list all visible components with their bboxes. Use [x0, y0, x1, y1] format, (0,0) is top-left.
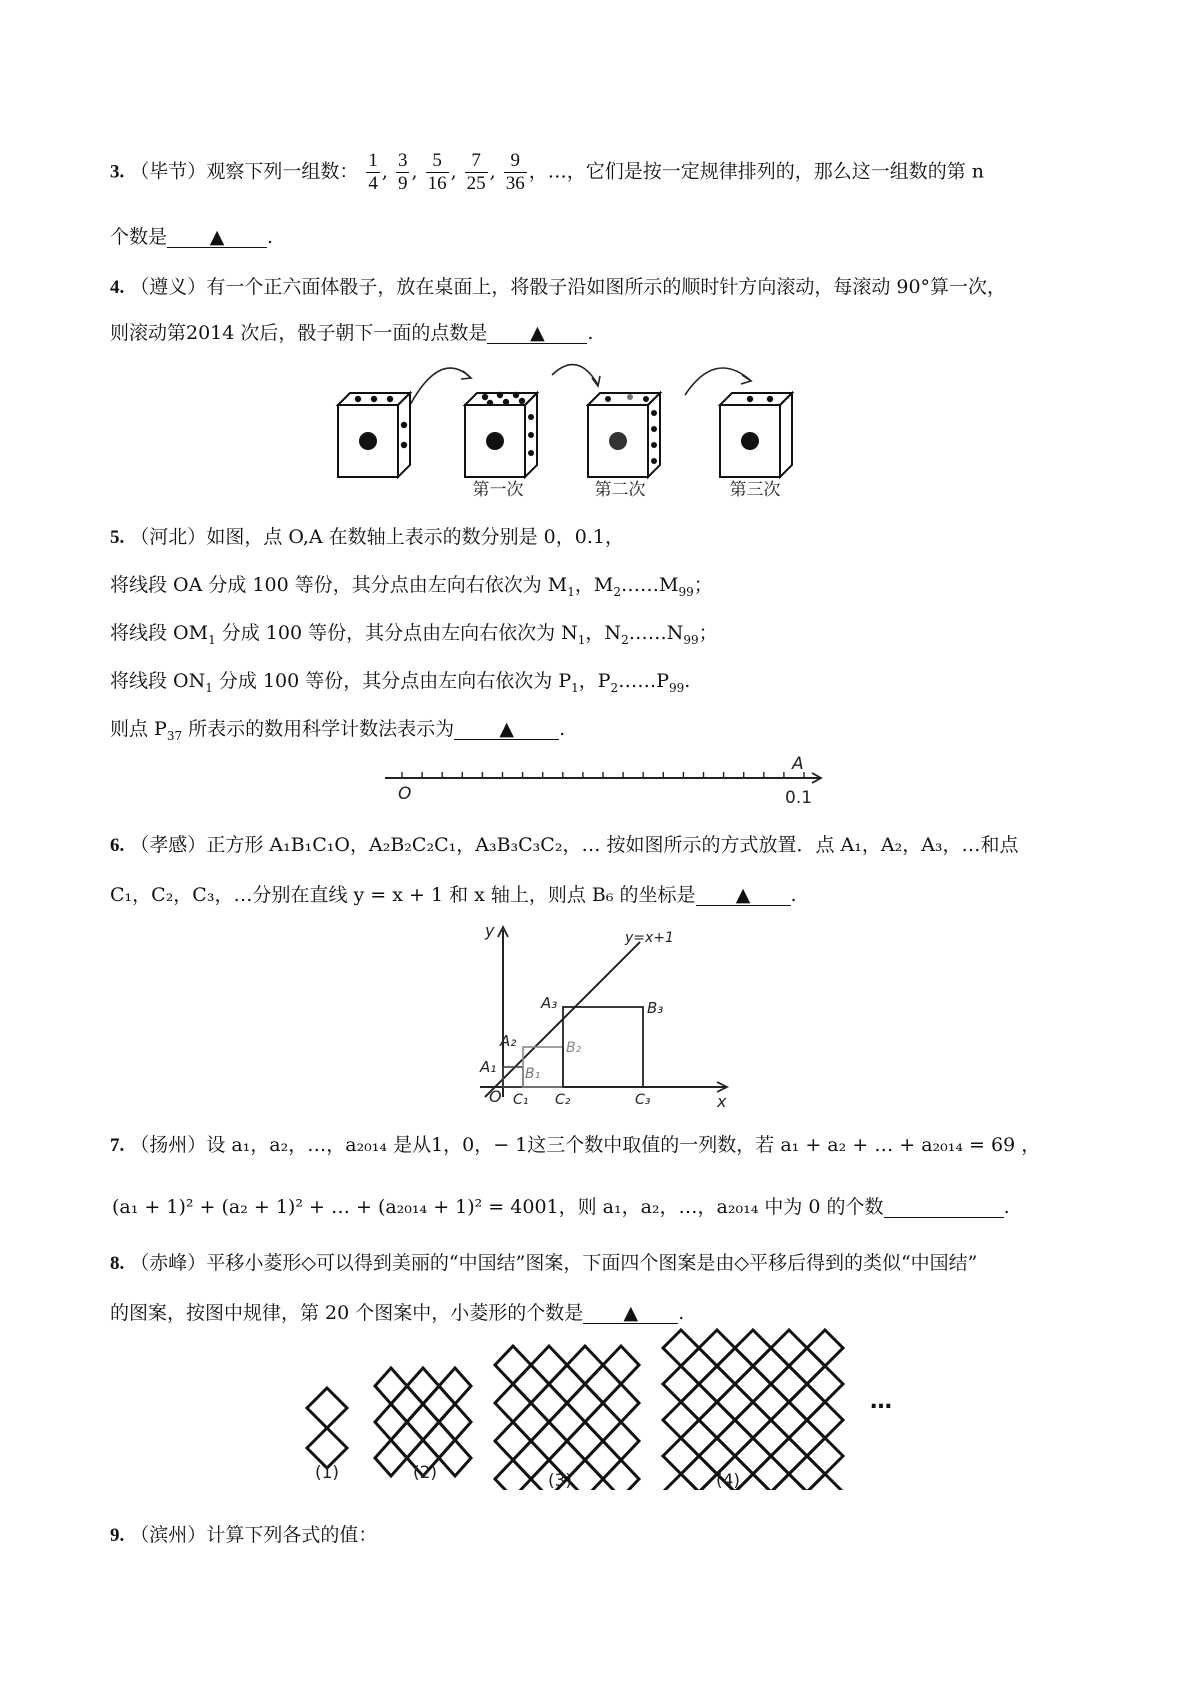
q4-answer-blank: ▲	[487, 323, 587, 344]
small-rhombus	[699, 1402, 735, 1438]
q6-number: 6.	[110, 835, 125, 856]
small-rhombus	[771, 1402, 807, 1438]
q3-end: .	[267, 226, 274, 248]
q5-number: 5.	[110, 527, 125, 548]
small-rhombus	[531, 1422, 567, 1460]
small-rhombus	[663, 1474, 699, 1490]
q5-line2: 将线段 OA 分成 100 等份，其分点由左向右依次为 $M_1$，$M_2\dots\dots M_{99}$；	[110, 574, 713, 599]
q5-line4: 将线段 $ON_1$ 分成 100 等份，其分点由左向右依次为 $P_1$，$P_2\dots\dots P_{99}$.	[110, 670, 691, 695]
small-rhombus	[407, 1368, 439, 1404]
graph-label-A2: A₂	[500, 1032, 517, 1050]
small-rhombus	[439, 1440, 471, 1476]
small-rhombus	[549, 1365, 585, 1403]
small-rhombus	[375, 1368, 407, 1404]
small-rhombus	[439, 1404, 471, 1440]
small-rhombus	[439, 1368, 471, 1404]
small-rhombus	[753, 1420, 789, 1456]
pattern-caption-1: (1)	[314, 1463, 340, 1483]
graph-label-B2: B₂	[566, 1040, 582, 1056]
small-rhombus	[735, 1402, 771, 1438]
q3-line1: 3. （毕节）观察下列一组数： $\frac{1}{4}$ , $\frac{3}{9}$ , $\frac{5}{16}$ , $\frac{7}{25}$ , $\frac{9}{36}$ ，…，它们是按一定规律排列的，那么这一组数的第 n	[110, 150, 985, 194]
q6-answer-blank: ▲	[696, 885, 791, 906]
small-rhombus	[495, 1460, 531, 1490]
small-rhombus	[663, 1402, 699, 1438]
small-rhombus	[789, 1420, 825, 1456]
small-rhombus	[771, 1366, 807, 1402]
q4-source: （遵义）	[130, 276, 207, 298]
q5-line1	[110, 522, 624, 549]
q3-intro: 观察下列一组数：	[206, 160, 359, 183]
graph-label-C2: C₂	[555, 1092, 571, 1107]
q3-source: （毕节）	[130, 160, 207, 183]
small-rhombus	[423, 1386, 455, 1422]
q3-answer-blank: ▲	[167, 227, 267, 248]
pattern-2	[375, 1368, 471, 1476]
pattern-caption-3: (3)	[547, 1471, 573, 1490]
small-rhombus	[585, 1441, 621, 1479]
q7-answer-blank	[884, 1197, 1004, 1218]
small-rhombus	[567, 1384, 603, 1422]
q3-text-after: ，…，它们是按一定规律排列的，那么这一组数的第 n	[528, 160, 985, 183]
small-rhombus	[807, 1330, 843, 1366]
small-rhombus	[717, 1420, 753, 1456]
q5-source: （河北）	[130, 526, 207, 548]
small-rhombus	[771, 1474, 807, 1490]
q6-line1-text: 正方形 A₁B₁C₁O，A₂B₂C₂C₁，A₃B₃C₃C₂，… 按如图所示的方式放置．点 A₁，A₂，A₃，…和点	[206, 834, 1019, 856]
small-rhombus	[307, 1428, 347, 1468]
graph-label-C1: C₁	[513, 1092, 529, 1107]
small-rhombus	[495, 1384, 531, 1422]
graph-label-B1: B₁	[525, 1066, 541, 1082]
small-rhombus	[567, 1460, 603, 1490]
q6-line2-text: C₁，C₂，C₃，…分别在直线 y = x + 1 和 x 轴上，则点 B₆ 的坐标是	[110, 884, 696, 906]
small-rhombus	[391, 1386, 423, 1422]
small-rhombus	[307, 1388, 347, 1428]
q3-fraction-4: $\frac{7}{25}$	[466, 150, 486, 194]
arrow-3	[685, 368, 750, 395]
small-rhombus	[771, 1438, 807, 1474]
small-rhombus	[681, 1456, 717, 1490]
q8-line2-text: 的图案，按图中规律，第 20 个图案中，小菱形的个数是	[110, 1302, 584, 1324]
q3-fraction-1: $\frac{1}{4}$	[368, 150, 378, 194]
q9-source: （滨州）	[130, 1524, 207, 1546]
small-rhombus	[681, 1384, 717, 1420]
small-rhombus	[423, 1422, 455, 1458]
small-rhombus	[513, 1403, 549, 1441]
q5-answer-blank: ▲	[454, 719, 559, 740]
small-rhombus	[495, 1346, 531, 1384]
graph-label-O: O	[489, 1087, 502, 1106]
dice-caption-3: 第三次	[729, 480, 781, 500]
small-rhombus	[735, 1438, 771, 1474]
small-rhombus	[603, 1422, 639, 1460]
small-rhombus	[549, 1403, 585, 1441]
q6-line1	[110, 830, 1019, 857]
q8-line1-text: 平移小菱形◇可以得到美丽的“中国结”图案，下面四个图案是由◇平移后得到的类似“中国结”	[206, 1252, 978, 1274]
small-rhombus	[585, 1365, 621, 1403]
small-rhombus	[681, 1420, 717, 1456]
pattern-1	[307, 1388, 347, 1468]
small-rhombus	[375, 1404, 407, 1440]
small-rhombus	[407, 1404, 439, 1440]
small-rhombus	[603, 1460, 639, 1490]
q5-line5: 则点 $P_{37}$ 所表示的数用科学计数法表示为 ▲ .	[110, 718, 566, 743]
graph-label-y: y	[485, 922, 495, 940]
graph-label-A3: A₃	[541, 994, 558, 1012]
small-rhombus	[717, 1348, 753, 1384]
number-line-figure	[380, 752, 830, 807]
q7-line2-text: (a₁ + 1)² + (a₂ + 1)² + … + (a₂₀₁₄ + 1)² = 4001，则 a₁，a₂，…，a₂₀₁₄ 中为 0 的个数	[112, 1196, 884, 1218]
small-rhombus	[753, 1456, 789, 1490]
graph-label-A1: A₁	[480, 1058, 497, 1076]
small-rhombus	[807, 1474, 843, 1490]
small-rhombus	[567, 1346, 603, 1384]
small-rhombus	[663, 1330, 699, 1366]
q4-line1: 有一个正六面体骰子，放在桌面上，将骰子沿如图所示的顺时针方向滚动，每滚动 90°算一次，	[206, 276, 1007, 298]
small-rhombus	[531, 1384, 567, 1422]
q3-fraction-5: $\frac{9}{36}$	[505, 150, 525, 194]
q4-number: 4.	[110, 277, 125, 298]
small-rhombus	[603, 1384, 639, 1422]
q7-line1-text: 设 a₁，a₂，…，a₂₀₁₄ 是从1，0，− 1这三个数中取值的一列数，若 a₁ + a₂ + … + a₂₀₁₄ = 69 ，	[206, 1134, 1041, 1156]
q8-line1	[110, 1248, 977, 1275]
q3-line2	[110, 222, 273, 249]
q4-line1-text	[110, 272, 1006, 299]
small-rhombus	[391, 1422, 423, 1458]
small-rhombus	[771, 1330, 807, 1366]
rhombus-patterns-figure	[295, 1328, 915, 1490]
small-rhombus	[699, 1330, 735, 1366]
small-rhombus	[663, 1366, 699, 1402]
small-rhombus	[789, 1456, 825, 1490]
q4-end: .	[587, 322, 594, 344]
small-rhombus	[699, 1438, 735, 1474]
small-rhombus	[735, 1366, 771, 1402]
dice-caption-1: 第一次	[472, 480, 524, 500]
small-rhombus	[513, 1365, 549, 1403]
arrow-2	[552, 365, 598, 385]
small-rhombus	[531, 1346, 567, 1384]
small-rhombus	[513, 1441, 549, 1479]
pattern-ellipsis: …	[870, 1389, 892, 1414]
small-rhombus	[585, 1403, 621, 1441]
graph-label-C3: C₃	[635, 1092, 651, 1107]
dice-caption-2: 第二次	[594, 480, 646, 500]
small-rhombus	[681, 1348, 717, 1384]
small-rhombus	[735, 1330, 771, 1366]
q7-line2: (a₁ + 1)² + (a₂ + 1)² + … + (a₂₀₁₄ + 1)² = 4001，则 a₁，a₂，…，a₂₀₁₄ 中为 0 的个数 .	[112, 1196, 1010, 1218]
dice-figure	[330, 355, 820, 500]
small-rhombus	[603, 1346, 639, 1384]
pattern-caption-4: (4)	[715, 1471, 741, 1490]
q3-fraction-2: $\frac{3}{9}$	[397, 150, 408, 194]
arrow-1	[410, 368, 470, 405]
small-rhombus	[717, 1384, 753, 1420]
q3-number: 3.	[110, 161, 125, 183]
number-line-label-A: A	[792, 754, 804, 774]
q3-line2-text: 个数是	[110, 226, 168, 248]
q7-number: 7.	[110, 1135, 125, 1156]
q9-number: 9.	[110, 1525, 125, 1546]
q6-line2: C₁，C₂，C₃，…分别在直线 y = x + 1 和 x 轴上，则点 B₆ 的坐标是 ▲ .	[110, 884, 797, 906]
pattern-caption-2: (2)	[412, 1463, 438, 1483]
squares-graph-figure	[475, 922, 735, 1107]
q8-line2: 的图案，按图中规律，第 20 个图案中，小菱形的个数是 ▲ .	[110, 1302, 685, 1324]
q9-line1	[110, 1520, 377, 1547]
graph-label-line: y=x+1	[625, 930, 674, 946]
small-rhombus	[807, 1402, 843, 1438]
q5-line3: 将线段 $OM_1$ 分成 100 等份，其分点由左向右依次为 $N_1$，$N_2\dots\dots N_{99}$；	[110, 622, 718, 647]
number-line-value: 0.1	[785, 788, 813, 807]
small-rhombus	[789, 1384, 825, 1420]
q7-source: （扬州）	[130, 1134, 207, 1156]
small-rhombus	[807, 1438, 843, 1474]
small-rhombus	[735, 1474, 771, 1490]
small-rhombus	[753, 1384, 789, 1420]
graph-label-B3: B₃	[647, 999, 664, 1017]
small-rhombus	[567, 1422, 603, 1460]
q8-answer-blank: ▲	[583, 1303, 678, 1324]
q9-text: 计算下列各式的值：	[206, 1524, 378, 1546]
small-rhombus	[789, 1348, 825, 1384]
q4-line2	[110, 318, 593, 345]
q3-fraction-3: $\frac{5}{16}$	[427, 150, 447, 194]
small-rhombus	[495, 1422, 531, 1460]
q5-line1-text: 如图，点 O,A 在数轴上表示的数分别是 0，0.1，	[206, 526, 624, 548]
q6-source: （孝感）	[130, 834, 207, 856]
number-line-label-O: O	[398, 784, 412, 804]
q8-number: 8.	[110, 1253, 125, 1274]
small-rhombus	[375, 1440, 407, 1476]
small-rhombus	[807, 1366, 843, 1402]
q4-line2-text: 则滚动第2014 次后，骰子朝下一面的点数是	[110, 322, 488, 344]
graph-label-x: x	[717, 1092, 727, 1107]
pattern-4	[663, 1330, 843, 1490]
q7-line1	[110, 1130, 1040, 1157]
pattern-3	[495, 1346, 639, 1490]
small-rhombus	[753, 1348, 789, 1384]
q8-source: （赤峰）	[130, 1252, 207, 1274]
small-rhombus	[663, 1438, 699, 1474]
small-rhombus	[699, 1366, 735, 1402]
